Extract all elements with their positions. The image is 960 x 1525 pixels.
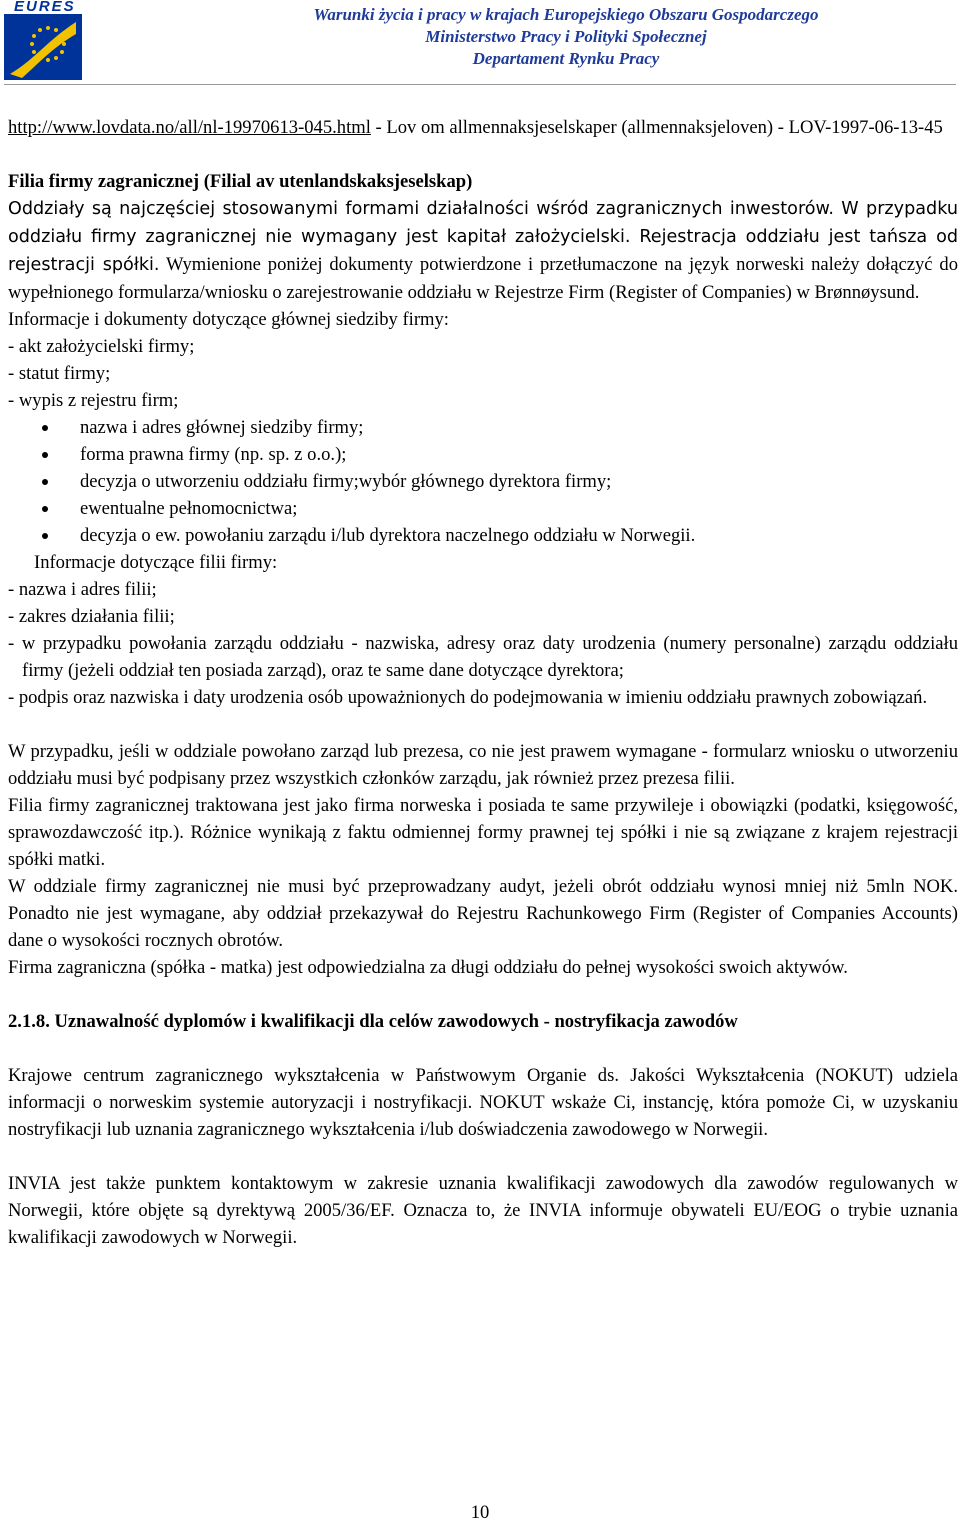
page-number: 10 bbox=[470, 1502, 490, 1523]
header-line-3: Departament Rynku Pracy bbox=[472, 49, 660, 68]
hq-item: - wypis z rejestru firm; bbox=[8, 390, 179, 411]
page-header bbox=[0, 0, 960, 84]
paragraph-treated: Filia firmy zagranicznej traktowana jest jako firma norweska i posiada te same przywileje i obowiązki (podatki, księgowość, sprawozdawczość itp.). Różnice wynikają z faktu odmiennej formy prawnej tej spółki i nie są związane z krajem rejestracji spółki matki. bbox=[8, 795, 958, 870]
lovdata-link[interactable]: http://www.lovdata.no/all/nl-19970613-045.html bbox=[8, 117, 371, 138]
hq-item: - statut firmy; bbox=[8, 363, 111, 384]
header-text bbox=[186, 4, 946, 70]
bullet-item: forma prawna firmy (np. sp. z o.o.); bbox=[8, 441, 958, 468]
bullet-item: ewentualne pełnomocnictwa; bbox=[8, 495, 958, 522]
logo-text: EURES bbox=[14, 0, 76, 15]
paragraph-audit: W oddziale firmy zagranicznej nie musi być przeprowadzany audyt, jeżeli obrót oddziału wynosi mniej niż 5mln NOK. Ponadto nie jest wymagane, aby oddział przekazywał do Rejestru Rachunkowego Firm (Register of Companies Accounts) dane o wysokości rocznych obrotów. bbox=[8, 876, 958, 951]
bullet-item: decyzja o utworzeniu oddziału firmy;wybór głównego dyrektora firmy; bbox=[8, 468, 958, 495]
bullet-item: decyzja o ew. powołaniu zarządu i/lub dyrektora naczelnego oddziału w Norwegii. bbox=[8, 522, 958, 549]
bullet-item: nazwa i adres głównej siedziby firmy; bbox=[8, 414, 958, 441]
paragraph-liability: Firma zagraniczna (spółka - matka) jest odpowiedzialna za długi oddziału do pełnej wysokości swoich aktywów. bbox=[8, 957, 848, 978]
law-reference-text: - Lov om allmennaksjeselskaper (allmennaksjeloven) - LOV-1997-06-13-45 bbox=[370, 117, 943, 138]
branch-item: - nazwa i adres filii; bbox=[8, 579, 157, 600]
paragraph-invia: INVIA jest także punktem kontaktowym w zakresie uznania kwalifikacji zawodowych dla zawodów regulowanych w Norwegii, które objęte są dyrektywą 2005/36/EF. Oznacza to, że INVIA informuje obywateli EU/EOG o trybie uznania kwalifikacji zawodowych w Norwegii. bbox=[8, 1173, 958, 1248]
eures-logo bbox=[4, 0, 82, 80]
branch-item: - zakres działania filii; bbox=[8, 606, 175, 627]
filia-heading: Filia firmy zagranicznej (Filial av utenlandskaksjeselskap) bbox=[8, 171, 473, 192]
paragraph-nokut: Krajowe centrum zagranicznego wykształcenia w Państwowym Organie ds. Jakości Wykształcenia (NOKUT) udziela informacji o norweskim systemie autoryzacji i nostryfikacji. NOKUT wskaże Ci, instancję, która pomoże Ci, w uzyskaniu nostryfikacji lub uznania zagranicznego wykształcenia i/lub doświadczenia zawodowego w Norwegii. bbox=[8, 1065, 958, 1140]
header-line-1: Warunki życia i pracy w krajach Europejskiego Obszaru Gospodarczego bbox=[313, 5, 819, 24]
document-body bbox=[8, 114, 958, 1251]
branch-item: - podpis oraz nazwiska i daty urodzenia osób upoważnionych do podejmowania w imieniu oddziału prawnych zobowiązań. bbox=[8, 687, 928, 708]
header-line-2: Ministerstwo Pracy i Polityki Społecznej bbox=[425, 27, 707, 46]
hq-item: - akt założycielski firmy; bbox=[8, 336, 195, 357]
filia-intro bbox=[8, 195, 958, 306]
branch-item: - w przypadku powołania zarządu oddziału - nazwiska, adresy oraz daty urodzenia (numery personalne) zarządu oddziału firmy (jeżeli oddział ten posiada zarząd), oraz te same dane dotyczące dyrektora; bbox=[8, 633, 958, 681]
filia-intro-sans: Oddziały są najczęściej stosowanymi formami działalności wśród zagranicznych inwestorów. W przypadku oddziału firmy zagranicznej nie wymagany jest kapitał założycielski. Rejestracja oddziału jest tańsza od rejestracji spółki. bbox=[8, 199, 958, 275]
section-heading: 2.1.8. Uznawalność dyplomów i kwalifikacji dla celów zawodowych - nostryfikacja zawodów bbox=[8, 1011, 738, 1032]
branch-title: Informacje dotyczące filii firmy: bbox=[34, 552, 278, 573]
hq-title: Informacje i dokumenty dotyczące głównej siedziby firmy: bbox=[8, 309, 449, 330]
filia-intro-serif: Wymienione poniżej dokumenty potwierdzone i przetłumaczone na język norweski należy dołączyć do wypełnionego formularza/wniosku o zarejestrowanie oddziału w Rejestrze Firm (Register of Companies) w Brønnøysund. bbox=[8, 254, 958, 303]
law-reference bbox=[8, 114, 958, 141]
paragraph-board: W przypadku, jeśli w oddziale powołano zarząd lub prezesa, co nie jest prawem wymagane - formularz wniosku o utworzeniu oddziału musi być podpisany przez wszystkich członków zarządu, jak również przez prezesa filii. bbox=[8, 741, 958, 789]
header-divider bbox=[4, 84, 956, 85]
hq-bullet-list bbox=[8, 414, 958, 549]
